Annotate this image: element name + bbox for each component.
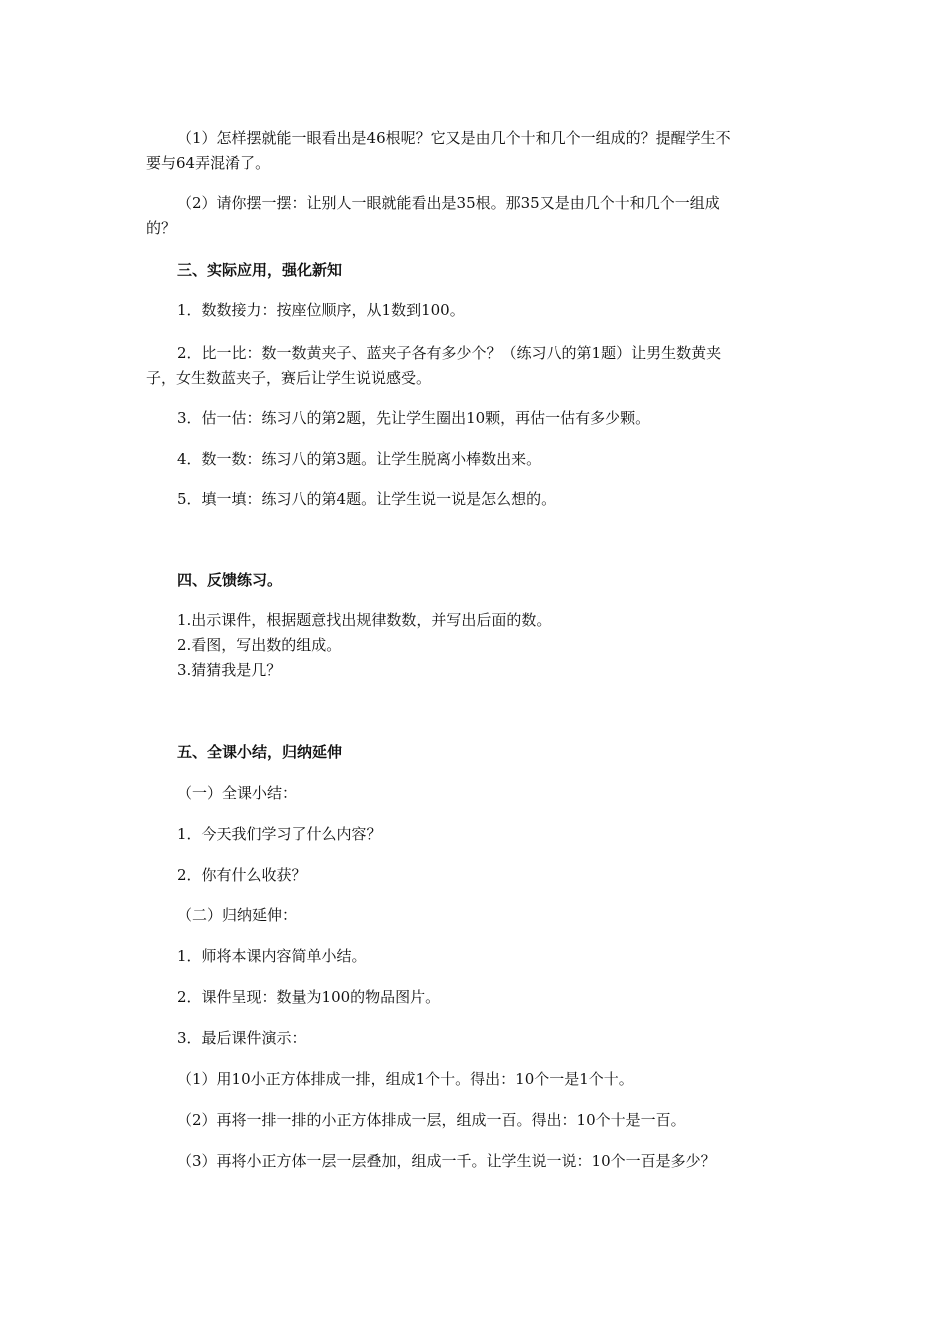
sub-heading: （二）归纳延伸：	[177, 906, 298, 924]
list-item: 5．填一填：练习八的第4题。让学生说一说是怎么想的。	[177, 490, 557, 508]
list-item: 3．估一估：练习八的第2题，先让学生圈出10颗，再估一估有多少颗。	[177, 409, 651, 427]
list-item: （2）再将一排一排的小正方体排成一层，组成一百。得出：10个十是一百。	[177, 1111, 686, 1129]
list-item: 1．今天我们学习了什么内容？	[177, 825, 382, 843]
list-item: 2．课件呈现：数量为100的物品图片。	[177, 988, 441, 1006]
list-item: 1．师将本课内容简单小结。	[177, 947, 367, 965]
paragraph-line: （1）怎样摆就能一眼看出是46根呢？它又是由几个十和几个一组成的？提醒学生不	[177, 129, 731, 147]
paragraph-line: 子，女生数蓝夹子，赛后让学生说说感受。	[146, 369, 432, 387]
paragraph-line: （2）请你摆一摆：让别人一眼就能看出是35根。那35又是由几个十和几个一组成	[177, 194, 720, 212]
list-item: 2．比一比：数一数黄夹子、蓝夹子各有多少个？（练习八的第1题）让男生数黄夹	[177, 344, 722, 362]
list-item: 1.出示课件，根据题意找出规律数数，并写出后面的数。	[177, 611, 552, 629]
list-item: 2.看图，写出数的组成。	[177, 636, 342, 654]
section-heading: 五、全课小结，归纳延伸	[177, 743, 343, 761]
section-heading: 三、实际应用，强化新知	[177, 261, 343, 279]
list-item: 4．数一数：练习八的第3题。让学生脱离小棒数出来。	[177, 450, 542, 468]
list-item: （3）再将小正方体一层一层叠加，组成一千。让学生说一说：10个一百是多少？	[177, 1152, 716, 1170]
list-item: （1）用10小正方体排成一排，组成1个十。得出：10个一是1个十。	[177, 1070, 634, 1088]
paragraph-line: 要与64弄混淆了。	[146, 154, 271, 172]
paragraph-line: 的？	[146, 219, 177, 237]
list-item: 1．数数接力：按座位顺序，从1数到100。	[177, 301, 465, 319]
list-item: 3．最后课件演示：	[177, 1029, 307, 1047]
sub-heading: （一）全课小结：	[177, 784, 298, 802]
list-item: 3.猜猜我是几？	[177, 661, 282, 679]
list-item: 2．你有什么收获？	[177, 866, 307, 884]
section-heading: 四、反馈练习。	[177, 571, 283, 589]
